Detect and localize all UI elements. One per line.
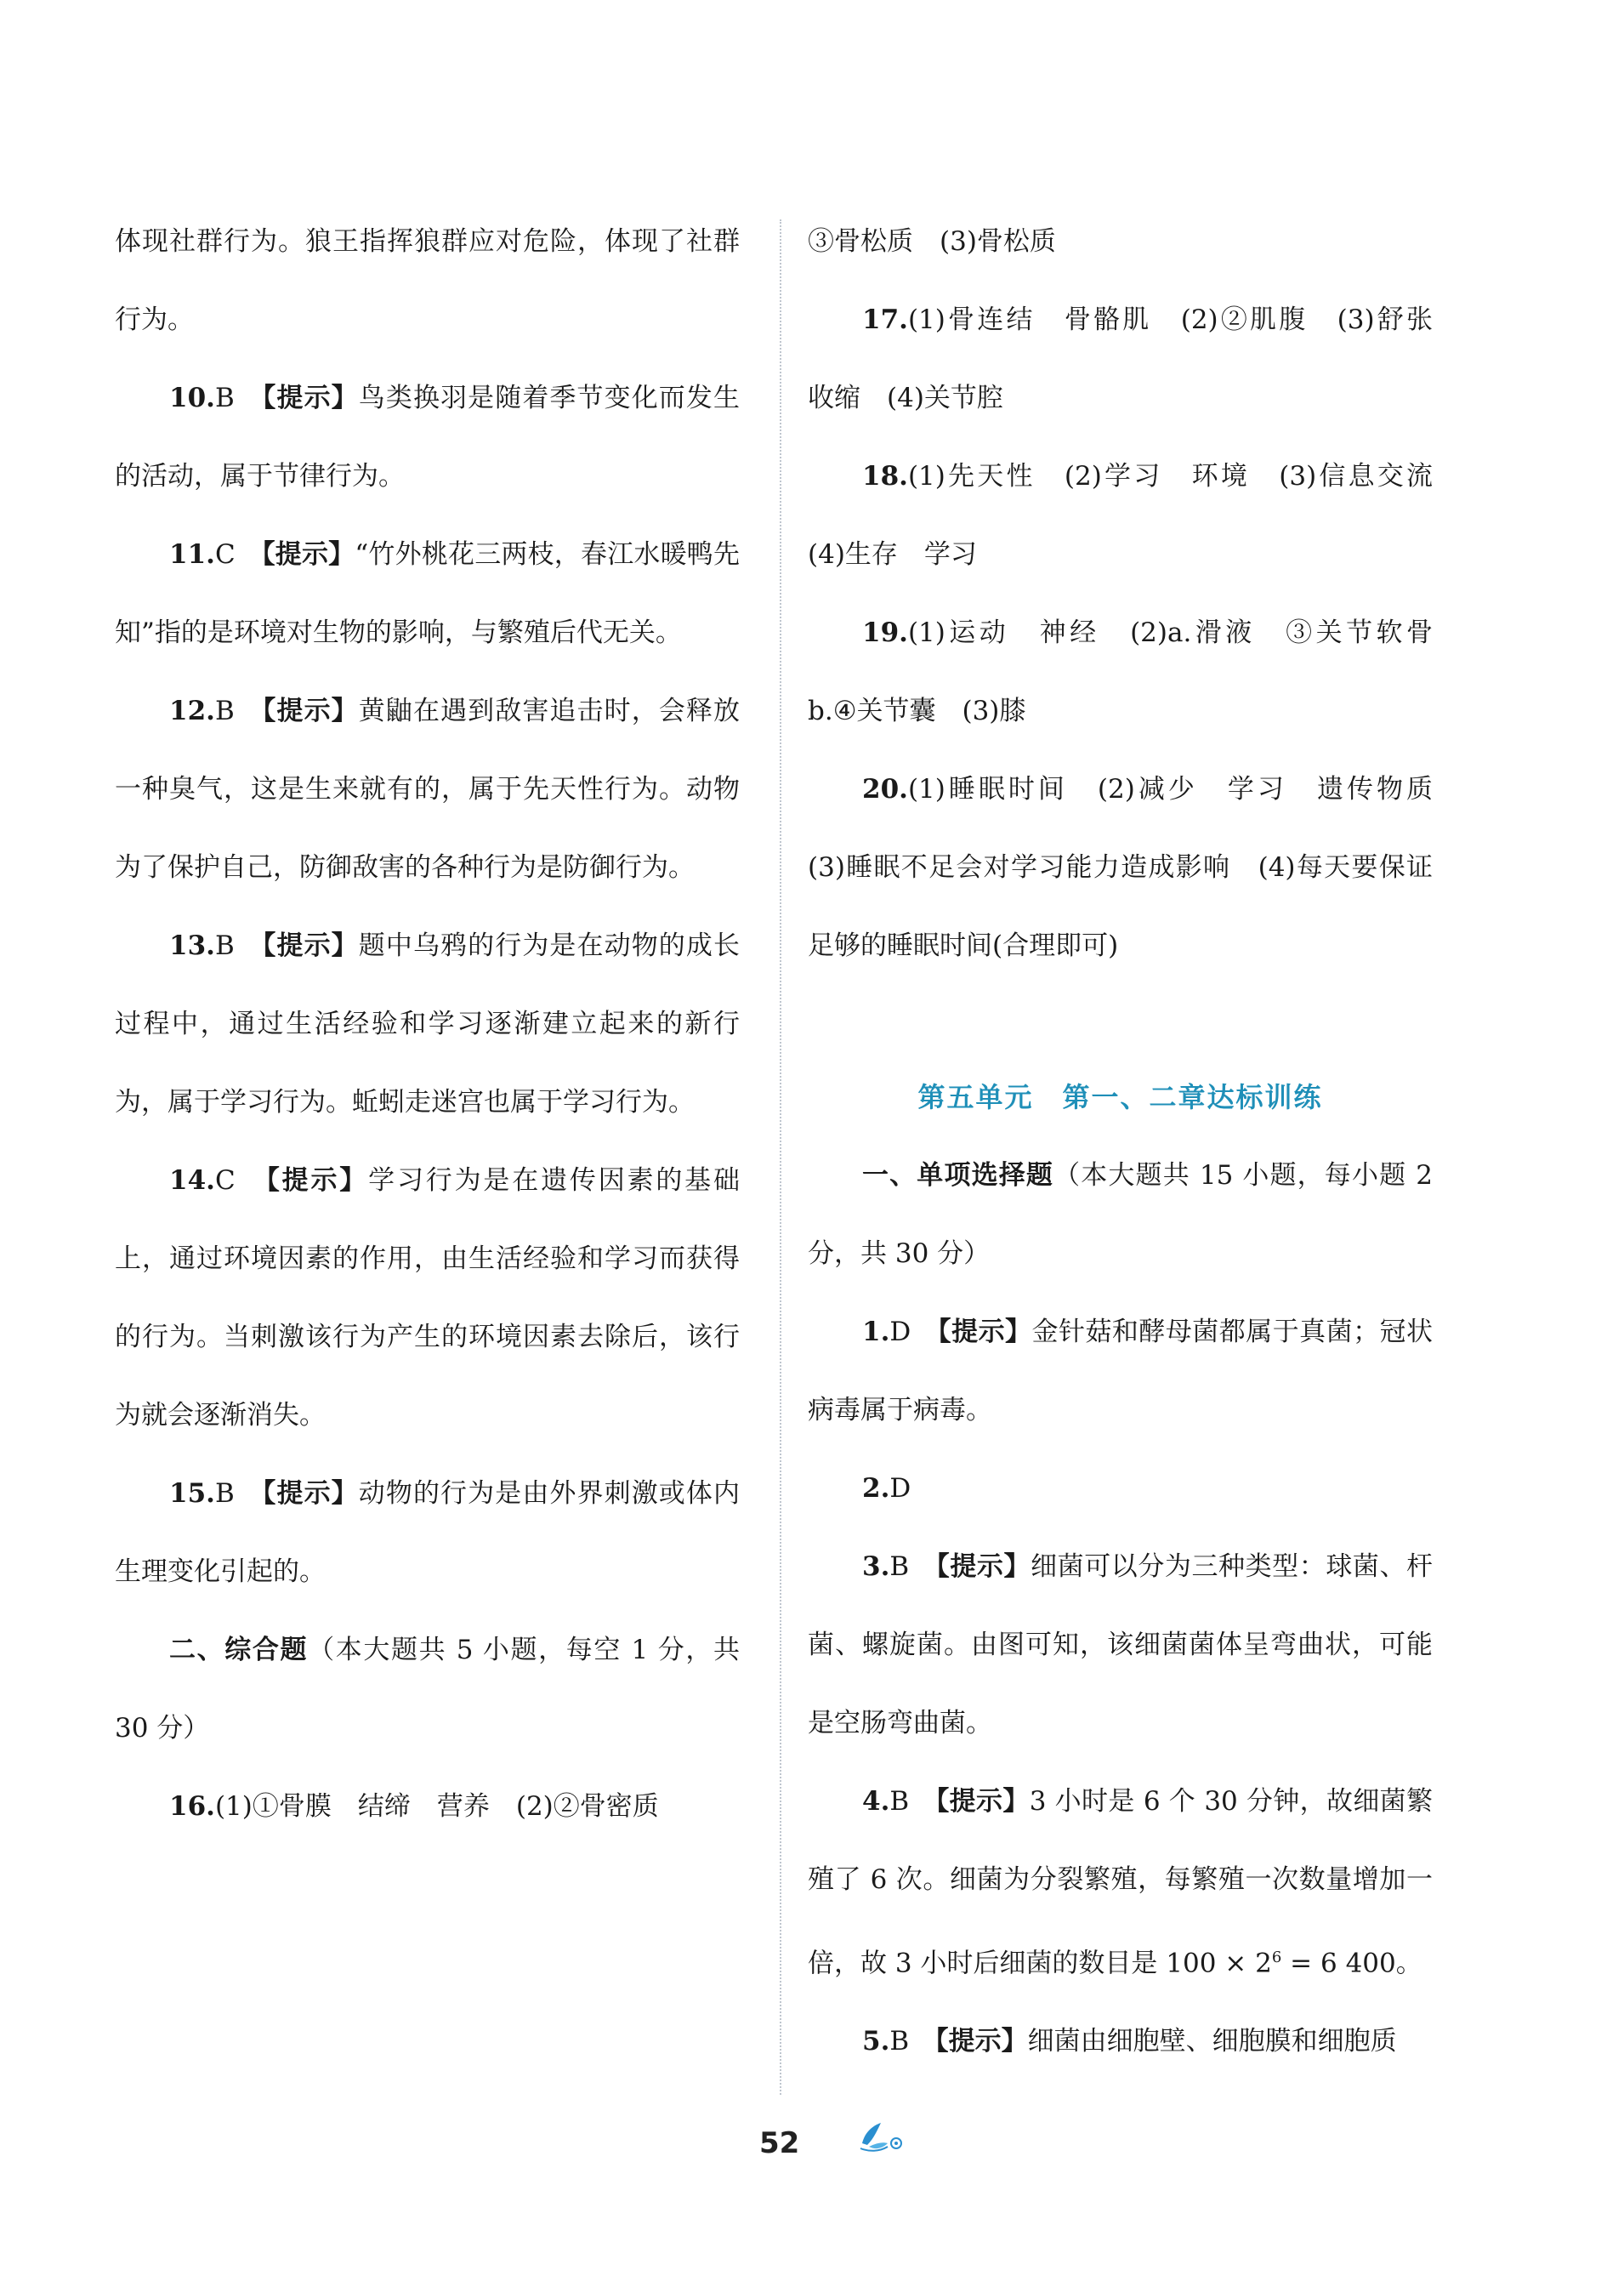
question-number: 11. <box>169 539 215 570</box>
question-number: 14. <box>169 1165 215 1196</box>
answer-4 <box>808 1762 1433 2002</box>
column-divider <box>780 219 781 2095</box>
section-title: 一、单项选择题 <box>862 1160 1054 1191</box>
answer-choice: C <box>214 539 236 570</box>
answer-choice: B <box>214 930 235 961</box>
exponent: 6 <box>1271 1949 1282 1966</box>
hint-label: 【提示】 <box>935 1786 1030 1817</box>
answer-text: (1)骨连结 骨骼肌 (2)②肌腹 (3)舒张 收缩 (4)关节腔 <box>808 304 1459 413</box>
answer-5 <box>808 2002 1433 2080</box>
hint-label: 【提示】 <box>262 930 359 961</box>
answer-11 <box>115 515 740 672</box>
section-note: （本大题共 15 小题，每小题 2 分，共 30 分） <box>808 1160 1434 1269</box>
hint-label: 【提示】 <box>262 383 359 413</box>
question-number: 5. <box>862 2026 890 2057</box>
question-number: 3. <box>862 1551 890 1582</box>
paragraph-continued: ③骨松质 (3)骨松质 <box>808 226 1056 257</box>
hint-label: 【提示】 <box>935 2026 1028 2057</box>
answer-1 <box>808 1293 1433 1449</box>
hint-text: 细菌可以分为三种类型：球菌、杆菌、螺旋菌。由图可知，该细菌菌体呈弯曲状，可能是空肠弯曲菌。 <box>808 1551 1434 1738</box>
paragraph-continued: 体现社群行为。狼王指挥狼群应对危险，体现了社群行为。 <box>115 226 740 335</box>
leaf-ornament-icon <box>857 2118 911 2155</box>
hint-text: 学习行为是在遗传因素的基础上，通过环境因素的作用，由生活经验和学习而获得的行为。当刺激该行为产生的环境因素去除后，该行为就会逐渐消失。 <box>115 1165 741 1431</box>
hint-text: 3 小时是 6 个 30 分钟，故细菌繁殖了 6 次。细菌为分裂繁殖，每繁殖一次数量增加一倍，故 3 小时后细菌的数目是 100 × 2 <box>808 1786 1434 1979</box>
hint-text: 题中乌鸦的行为是在动物的成长过程中，通过生活经验和学习逐渐建立起来的新行为，属于学习行为。蚯蚓走迷宫也属于学习行为。 <box>115 930 740 1118</box>
question-number: 4. <box>862 1786 890 1817</box>
question-number: 16. <box>169 1791 215 1822</box>
answer-choice: B <box>889 1786 910 1817</box>
section-note: （本大题共 5 小题，每空 1 分，共 30 分） <box>115 1635 740 1744</box>
answer-choice: D <box>889 1473 911 1504</box>
question-number: 15. <box>169 1478 215 1509</box>
answer-choice: B <box>889 1551 910 1582</box>
answer-20 <box>808 750 1459 985</box>
question-number: 1. <box>862 1317 890 1347</box>
answer-2 <box>808 1449 1433 1528</box>
hint-text: 黄鼬在遇到敌害追击时，会释放一种臭气，这是生来就有的，属于先天性行为。动物为了保护自己，防御敌害的各种行为是防御行为。 <box>115 696 740 883</box>
answer-choice: C <box>214 1165 236 1196</box>
answer-12 <box>115 672 740 907</box>
section-title: 二、综合题 <box>169 1635 309 1665</box>
hint-label: 【提示】 <box>262 1478 359 1509</box>
hint-text: 金针菇和酵母菌都属于真菌；冠状病毒属于病毒。 <box>808 1317 1434 1425</box>
question-number: 18. <box>862 461 908 492</box>
answer-text: (1)先天性 (2)学习 环境 (3)信息交流 (4)生存 学习 <box>808 461 1459 570</box>
hint-text: 细菌由细胞壁、细胞膜和细胞质 <box>1027 2026 1397 2057</box>
answer-10 <box>115 359 740 515</box>
hint-label: 【提示】 <box>936 1551 1031 1582</box>
answer-choice: D <box>889 1317 911 1347</box>
question-number: 12. <box>169 696 215 726</box>
question-number: 10. <box>169 383 215 413</box>
answer-text: (1)①骨膜 结缔 营养 (2)②骨密质 <box>214 1791 659 1822</box>
question-number: 2. <box>862 1473 890 1504</box>
answer-19 <box>808 594 1459 750</box>
left-column <box>115 202 740 1846</box>
hint-label: 【提示】 <box>266 1165 369 1196</box>
section-heading <box>808 1136 1433 1293</box>
answer-text: (1)睡眠时间 (2)减少 学习 遗传物质 (3)睡眠不足会对学习能力造成影响 (4)每天要保证足够的睡眠时间(合理即可) <box>808 774 1459 961</box>
question-number: 17. <box>862 304 908 335</box>
page-number: 52 <box>759 2126 800 2160</box>
answer-choice: B <box>214 1478 235 1509</box>
hint-text-end: = 6 400。 <box>1281 1948 1422 1979</box>
right-column <box>808 202 1459 2080</box>
answer-text: (1)运动 神经 (2)a.滑液 ③关节软骨 b.④关节囊 (3)膝 <box>808 617 1459 726</box>
answer-17 <box>808 281 1459 437</box>
hint-text: “竹外桃花三两枝，春江水暖鸭先知”指的是环境对生物的影响，与繁殖后代无关。 <box>115 539 740 648</box>
hint-text: 动物的行为是由外界刺激或体内生理变化引起的。 <box>115 1478 740 1587</box>
answer-3 <box>808 1528 1433 1762</box>
hint-text: 鸟类换羽是随着季节变化而发生的活动，属于节律行为。 <box>115 383 740 492</box>
question-number: 20. <box>862 774 908 805</box>
answer-16 <box>115 1767 740 1846</box>
section-heading <box>115 1611 740 1767</box>
answer-choice: B <box>214 383 235 413</box>
answer-14 <box>115 1141 740 1454</box>
question-number: 19. <box>862 617 908 648</box>
answer-15 <box>115 1454 740 1611</box>
hint-label: 【提示】 <box>262 539 355 570</box>
question-number: 13. <box>169 930 215 961</box>
answer-13 <box>115 907 740 1141</box>
unit-title: 第五单元 第一、二章达标训练 <box>917 1081 1323 1113</box>
answer-choice: B <box>889 2026 910 2057</box>
answer-18 <box>808 437 1459 594</box>
hint-label: 【提示】 <box>938 1317 1032 1347</box>
hint-label: 【提示】 <box>262 696 359 726</box>
answer-choice: B <box>214 696 235 726</box>
